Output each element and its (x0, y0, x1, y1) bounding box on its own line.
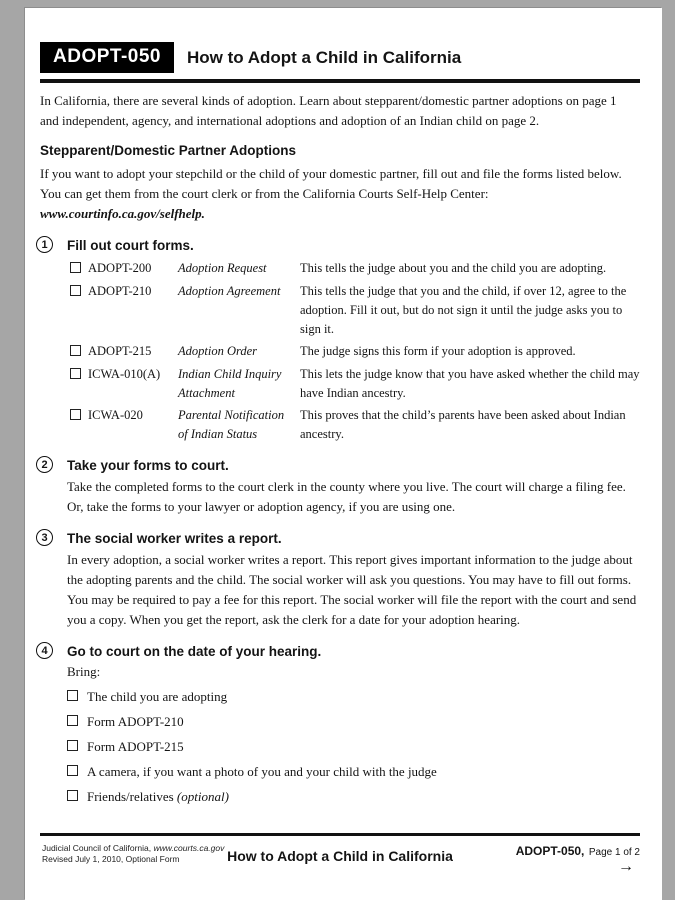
form-code: ICWA-010(A) (88, 367, 161, 381)
form-code: ADOPT-210 (88, 284, 152, 298)
step-3 (40, 531, 640, 630)
step-3-number-badge: 3 (36, 529, 53, 546)
step-4-title: Go to court on the date of your hearing. (67, 644, 322, 659)
form-description: This proves that the child’s parents have been asked about Indian ancestry. (300, 408, 626, 441)
form-name: Adoption Order (178, 344, 258, 358)
form-description: This tells the judge about you and the child you are adopting. (300, 261, 607, 275)
intro-paragraph: In California, there are several kinds of adoption. Learn about stepparent/domestic partner adoptions on page 1 and independent, agency, and international adoptions and adoption of an Indian child on page 2. (40, 93, 617, 128)
step-3-paragraph: In every adoption, a social worker writes a report. This report gives important information to the judge about the adopting parents and the child. The social worker will ask you questions. You may have to fill out forms. You may be required to pay a fee for this report. The social worker will file the report with the court and send you a copy. When you get the report, ask the clerk for a date for your adoption hearing. (67, 552, 637, 627)
checkbox-icon[interactable] (67, 740, 78, 751)
form-name: Adoption Agreement (178, 284, 281, 298)
footer-attribution (42, 843, 224, 865)
form-description: This tells the judge that you and the child, if over 12, agree to the adoption. Fill it out, but do not sign it until the judge asks you to sign it. (300, 284, 627, 336)
form-description: The judge signs this form if your adoption is approved. (300, 344, 576, 358)
bring-item-label: A camera, if you want a photo of you and your child with the judge (87, 764, 437, 779)
form-code: ADOPT-200 (88, 261, 152, 275)
form-number-badge: ADOPT-050 (40, 42, 174, 73)
checkbox-icwa-020[interactable] (70, 406, 88, 426)
checkbox-icon[interactable] (70, 368, 81, 379)
header (40, 42, 640, 73)
bring-item-friends (67, 788, 640, 805)
selfhelp-center-link[interactable]: www.courtinfo.ca.gov/selfhelp. (40, 206, 205, 221)
checkbox-icon[interactable] (67, 765, 78, 776)
step-2-number-badge: 2 (36, 456, 53, 473)
footer-page-number: Page 1 of 2 (588, 847, 640, 858)
bring-item-label: Friends/relatives (optional) (87, 789, 229, 804)
bring-item-label: Form ADOPT-210 (87, 714, 184, 729)
bring-item-camera (67, 763, 640, 780)
section-paragraph-text: If you want to adopt your stepchild or the child of your domestic partner, fill out and file the forms listed below. You can get them from the court clerk or from the California Courts Self-Help Center: (40, 166, 622, 201)
checkbox-icon[interactable] (70, 262, 81, 273)
step-4 (40, 644, 640, 805)
checkbox-icon[interactable] (70, 409, 81, 420)
step-1-number-badge: 1 (36, 236, 53, 253)
checkbox-adopt-215[interactable] (70, 342, 88, 362)
bring-item-form-adopt-215 (67, 738, 640, 755)
footer-org-line: Judicial Council of California, www.courts.ca.gov (42, 843, 225, 853)
bring-item-label: The child you are adopting (87, 689, 228, 704)
section-paragraph (40, 164, 640, 224)
section-heading: Stepparent/Domestic Partner Adoptions (40, 143, 297, 158)
step-1-title: Fill out court forms. (67, 238, 194, 253)
form-name: Indian Child Inquiry Attachment (178, 367, 282, 400)
bring-label: Bring: (67, 664, 101, 679)
checkbox-adopt-200[interactable] (70, 259, 88, 279)
page-title: How to Adopt a Child in California (186, 47, 462, 67)
document-page (25, 8, 662, 900)
page-footer (40, 833, 640, 875)
step-2-title: Take your forms to court. (67, 458, 229, 473)
form-code: ICWA-020 (88, 408, 143, 422)
checkbox-icon[interactable] (67, 790, 78, 801)
step-2-paragraph: Take the completed forms to the court clerk in the county where you live. The court will charge a filing fee. Or, take the forms to your lawyer or adoption agency, if you are using one. (67, 479, 626, 514)
court-forms-list (70, 259, 640, 444)
step-1 (40, 238, 640, 444)
form-name: Adoption Request (178, 261, 267, 275)
optional-note: (optional) (176, 789, 229, 804)
footer-form-code: ADOPT-050, (515, 844, 585, 858)
form-code: ADOPT-215 (88, 344, 152, 358)
bring-item-child (67, 688, 640, 705)
footer-revised-line: Revised July 1, 2010, Optional Form (42, 854, 180, 864)
footer-org-url: www.courts.ca.gov (153, 843, 225, 853)
form-name: Parental Notification of Indian Status (178, 408, 285, 441)
bring-item-form-adopt-210 (67, 713, 640, 730)
form-description: This lets the judge know that you have asked whether the child may have Indian ancestry. (300, 367, 640, 400)
header-rule (40, 79, 640, 83)
step-4-number-badge: 4 (36, 642, 53, 659)
footer-form-info (516, 842, 640, 873)
checkbox-icwa-010a[interactable] (70, 365, 88, 385)
checkbox-icon[interactable] (67, 715, 78, 726)
checkbox-icon[interactable] (70, 285, 81, 296)
step-2 (40, 458, 640, 517)
checkbox-icon[interactable] (67, 690, 78, 701)
step-3-title: The social worker writes a report. (67, 531, 282, 546)
checkbox-icon[interactable] (70, 345, 81, 356)
next-page-arrow-icon: → (618, 858, 634, 875)
bring-item-label: Form ADOPT-215 (87, 739, 184, 754)
checkbox-adopt-210[interactable] (70, 282, 88, 302)
footer-title: How to Adopt a Child in California (227, 848, 453, 864)
